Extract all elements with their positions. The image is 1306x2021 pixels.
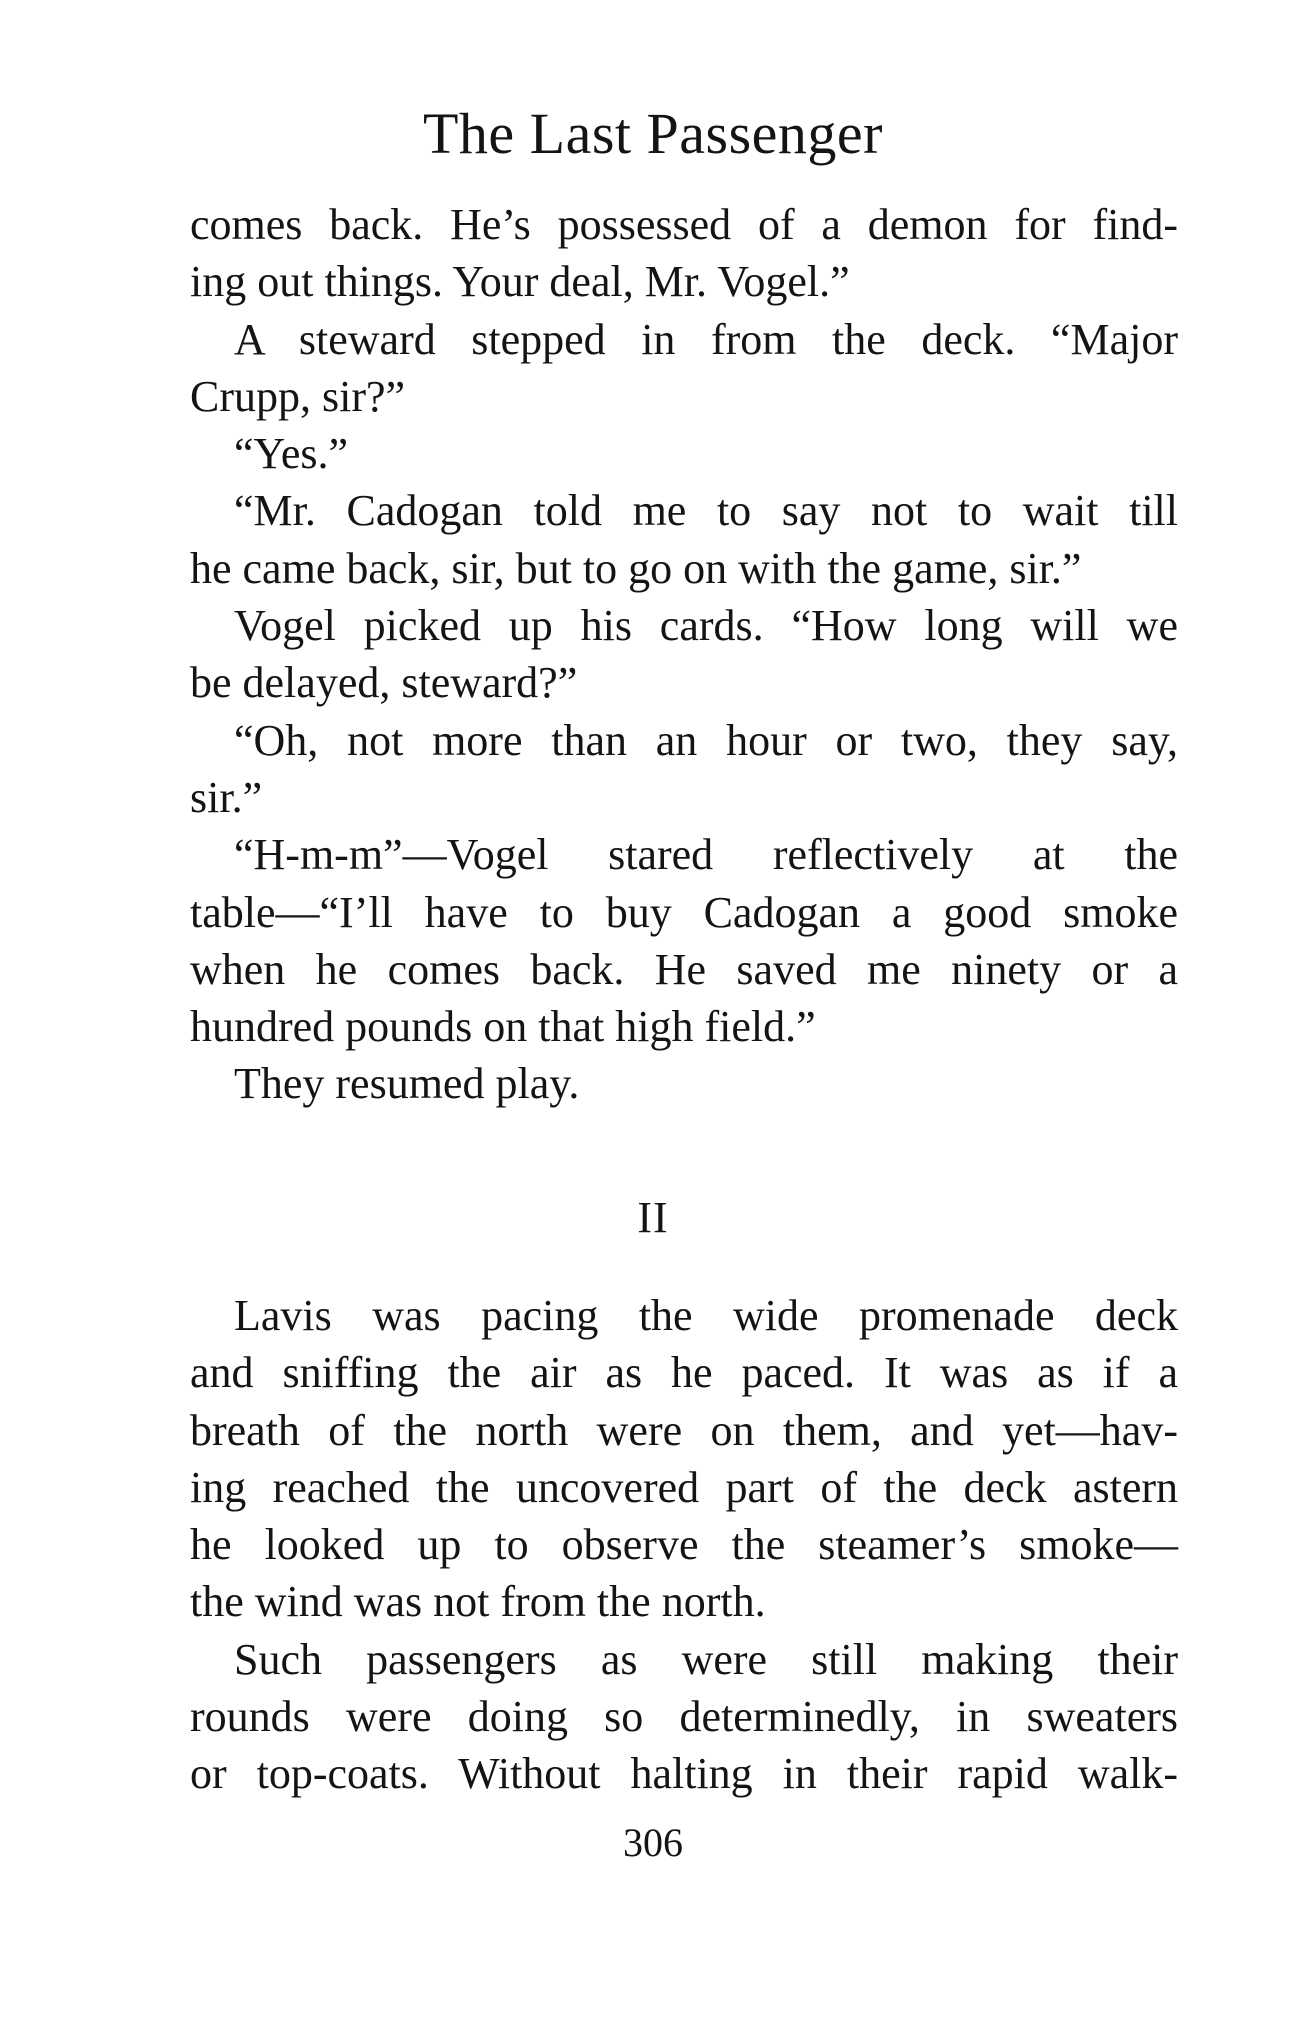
text-line: sir.” bbox=[190, 772, 263, 822]
text-line: when he comes back. He saved me ninety or a bbox=[190, 944, 1178, 994]
text-line: hundred pounds on that high field.” bbox=[190, 1002, 816, 1052]
text-block-bottom bbox=[190, 1287, 1178, 1803]
text-line: Lavis was pacing the wide promenade deck bbox=[234, 1291, 1178, 1340]
text-line: be delayed, steward?” bbox=[190, 658, 578, 708]
text-line: table—“I’ll have to buy Cadogan a good smoke bbox=[190, 887, 1178, 937]
text-line: Vogel picked up his cards. “How long will we bbox=[234, 601, 1178, 651]
running-head: The Last Passenger bbox=[423, 101, 883, 166]
text-line: “Oh, not more than an hour or two, they say, bbox=[234, 715, 1178, 765]
page-number: 306 bbox=[623, 1820, 683, 1865]
text-line: ing out things. Your deal, Mr. Vogel.” bbox=[190, 257, 850, 307]
section-heading: II bbox=[637, 1193, 669, 1242]
text-line: Such passengers as were still making their bbox=[234, 1634, 1178, 1684]
text-line: and sniffing the air as he paced. It was as if a bbox=[190, 1348, 1178, 1398]
text-line: breath of the north were on them, and yet—hav- bbox=[190, 1405, 1178, 1455]
text-line: comes back. He’s possessed of a demon for find- bbox=[190, 200, 1178, 249]
text-line: rounds were doing so determinedly, in sweaters bbox=[190, 1692, 1178, 1742]
text-line: he looked up to observe the steamer’s smoke— bbox=[190, 1520, 1178, 1570]
text-line: he came back, sir, but to go on with the game, sir.” bbox=[190, 543, 1082, 593]
text-line: They resumed play. bbox=[234, 1059, 580, 1109]
text-line: ing reached the uncovered part of the deck astern bbox=[190, 1462, 1178, 1512]
text-line: Crupp, sir?” bbox=[190, 371, 406, 421]
text-line: “Yes.” bbox=[234, 429, 349, 479]
text-line: A steward stepped in from the deck. “Major bbox=[234, 314, 1178, 364]
text-line: or top-coats. Without halting in their rapid walk- bbox=[190, 1749, 1178, 1799]
text-block-top bbox=[190, 196, 1178, 1113]
text-line: the wind was not from the north. bbox=[190, 1577, 766, 1627]
text-line: “Mr. Cadogan told me to say not to wait till bbox=[234, 486, 1178, 536]
text-line: “H-m-m”—Vogel stared reflectively at the bbox=[234, 830, 1178, 880]
